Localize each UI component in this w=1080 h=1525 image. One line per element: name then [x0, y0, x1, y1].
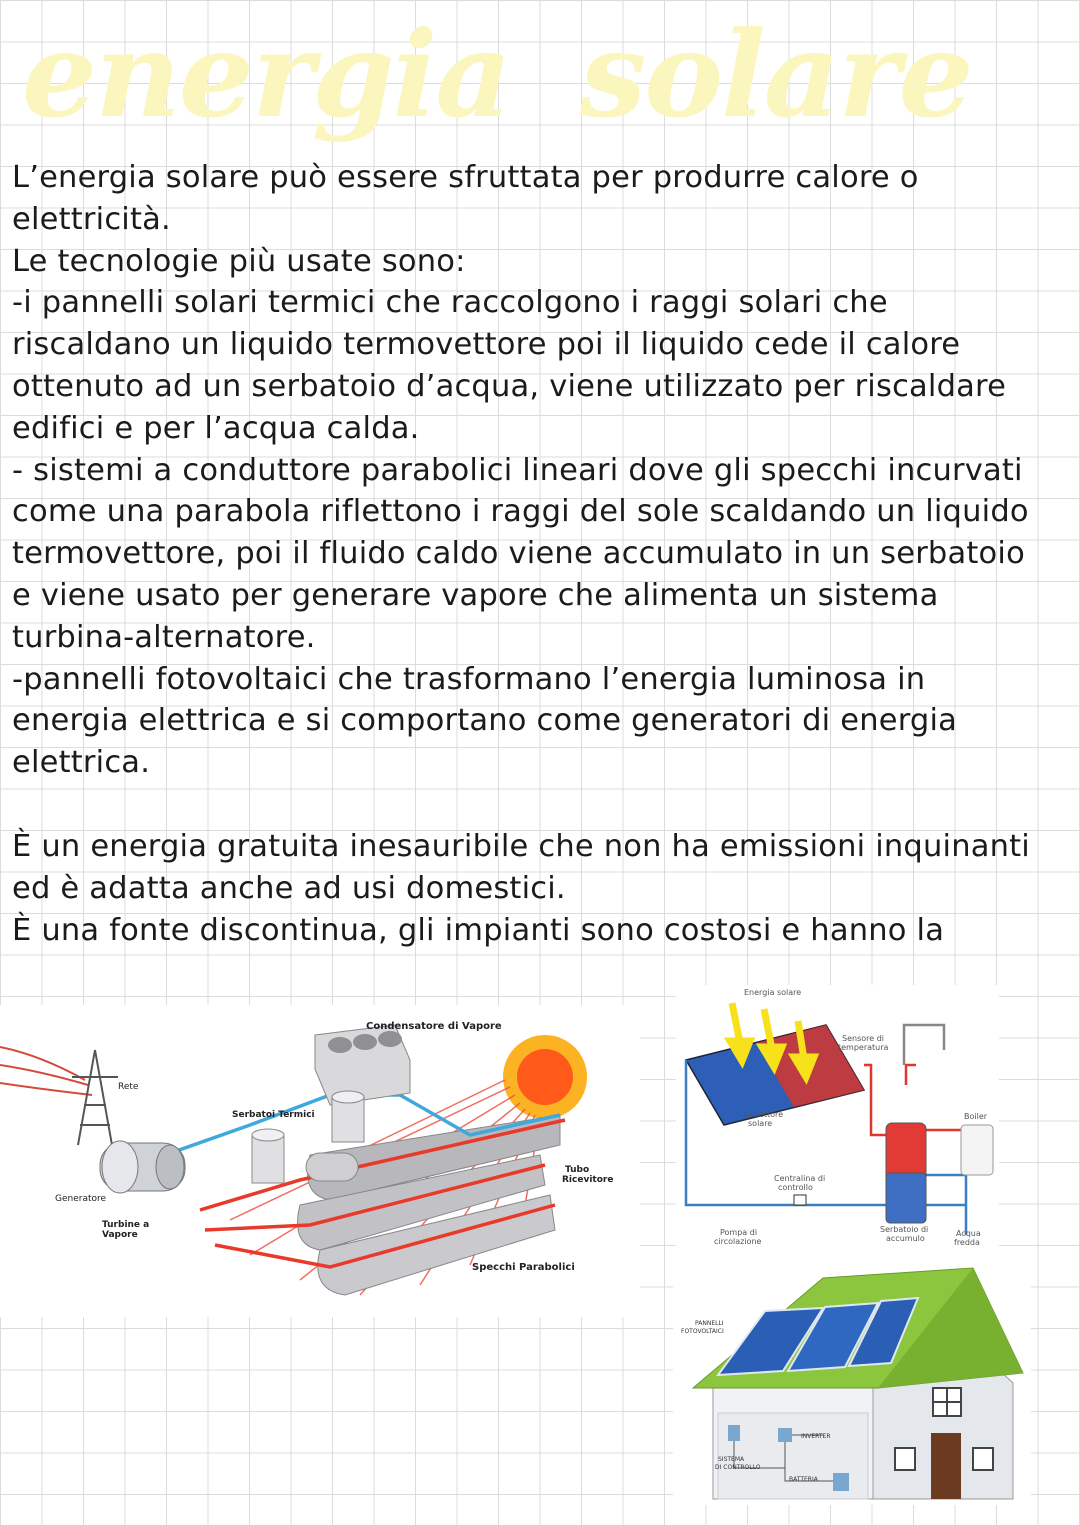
text-line: Le tecnologie più usate sono:	[12, 243, 466, 279]
pylon-icon	[72, 1050, 118, 1145]
text-line: termovettore, poi il fluido caldo viene accumulato in un serbatoio	[12, 536, 1025, 572]
text-line: ottenuto ad un serbatoio d’acqua, viene utilizzato per riscaldare	[12, 368, 1007, 404]
label-pannelli-2: FOTOVOLTAICI	[681, 1328, 724, 1335]
title-word-energia: energia	[22, 5, 510, 144]
text-line: -i pannelli solari termici che raccolgono i raggi solari che	[12, 285, 888, 321]
text-line: riscaldano un liquido termovettore poi il liquido cede il calore	[12, 327, 961, 363]
parabolic-plant-illustration	[0, 1005, 640, 1317]
label-boiler: Boiler	[964, 1112, 988, 1121]
text-line: edifici e per l’acqua calda.	[12, 410, 420, 446]
inverter	[778, 1428, 792, 1442]
label-sistema-1: SISTEMA	[718, 1456, 745, 1463]
label-acqua-2: fredda	[954, 1238, 980, 1247]
label-pompa-2: circolazione	[714, 1237, 762, 1246]
solar-panels-icon	[718, 1298, 918, 1375]
photovoltaic-house-illustration	[673, 1263, 1031, 1505]
text-line: turbina-alternatore.	[12, 619, 316, 655]
text-line: e viene usato per generare vapore che alimenta un sistema	[12, 577, 939, 613]
label-sensore-2: temperatura	[838, 1043, 889, 1052]
label-condensatore: Condensatore di Vapore	[366, 1021, 502, 1032]
sunlight-arrows	[730, 1003, 814, 1077]
title-word-solare: solare	[579, 5, 972, 144]
door-icon	[931, 1433, 961, 1499]
label-tubo: Tubo	[565, 1165, 590, 1175]
label-centralina-2: controllo	[778, 1183, 813, 1192]
label-pompa-1: Pompa di	[720, 1228, 758, 1237]
text-line: -pannelli fotovoltaici che trasformano l’energia luminosa in	[12, 661, 926, 697]
label-acqua-1: Acqua	[956, 1229, 981, 1238]
photovoltaic-house-figure	[673, 1263, 1031, 1505]
solar-thermal-illustration	[676, 985, 999, 1263]
label-generatore: Generatore	[55, 1194, 107, 1204]
label-rete: Rete	[118, 1082, 139, 1092]
label-collettore-1: Collettore	[744, 1110, 784, 1119]
label-sistema-2: DI CONTROLLO	[715, 1464, 761, 1471]
label-serbatoi: Serbatoi Termici	[232, 1110, 315, 1120]
label-sensore-1: Sensore di	[842, 1034, 885, 1043]
label-turbine-1: Turbine a	[102, 1220, 150, 1230]
text-line: come una parabola riflettono i raggi del sole scaldando un liquido	[12, 494, 1029, 530]
steam-condenser	[315, 1025, 410, 1105]
boiler	[961, 1125, 993, 1175]
label-pannelli-1: PANNELLI	[695, 1320, 724, 1327]
label-energia: Energia solare	[744, 988, 802, 997]
text-line: elettrica.	[12, 745, 151, 781]
text-line: È una fonte discontinua, gli impianti sono costosi e hanno la	[12, 912, 945, 948]
intro-paragraph	[12, 157, 1057, 784]
text-line: energia elettrica e si comportano come generatori di energia	[12, 703, 958, 739]
page-title	[22, 0, 972, 150]
label-collettore-2: solare	[748, 1119, 773, 1128]
solar-thermal-figure	[676, 985, 999, 1263]
controller	[794, 1195, 806, 1205]
text-line: È un energia gratuita inesauribile che non ha emissioni inquinanti	[12, 829, 1030, 864]
label-ricevitore: Ricevitore	[562, 1175, 614, 1185]
label-turbine-2: Vapore	[102, 1230, 138, 1240]
label-serbatoio-1: Serbatoio di	[880, 1225, 929, 1234]
label-batteria: BATTERIA	[789, 1476, 818, 1483]
parabolic-plant-figure	[0, 1005, 640, 1317]
turbine-generator	[100, 1141, 185, 1193]
label-serbatoio-2: accumulo	[886, 1234, 925, 1243]
label-specchi: Specchi Parabolici	[472, 1262, 575, 1273]
label-centralina-1: Centralina di	[774, 1174, 826, 1183]
control-system	[728, 1425, 740, 1441]
label-inverter: INVERTER	[801, 1433, 831, 1440]
pros-cons-paragraph	[12, 826, 1057, 951]
text-line: - sistemi a conduttore parabolici lineari dove gli specchi incurvati	[12, 452, 1023, 488]
text-line: L’energia solare può essere sfruttata per produrre calore o	[12, 160, 919, 195]
text-line: ed è adatta anche ad usi domestici.	[12, 870, 566, 906]
text-line: elettricità.	[12, 201, 171, 237]
battery	[833, 1473, 849, 1491]
